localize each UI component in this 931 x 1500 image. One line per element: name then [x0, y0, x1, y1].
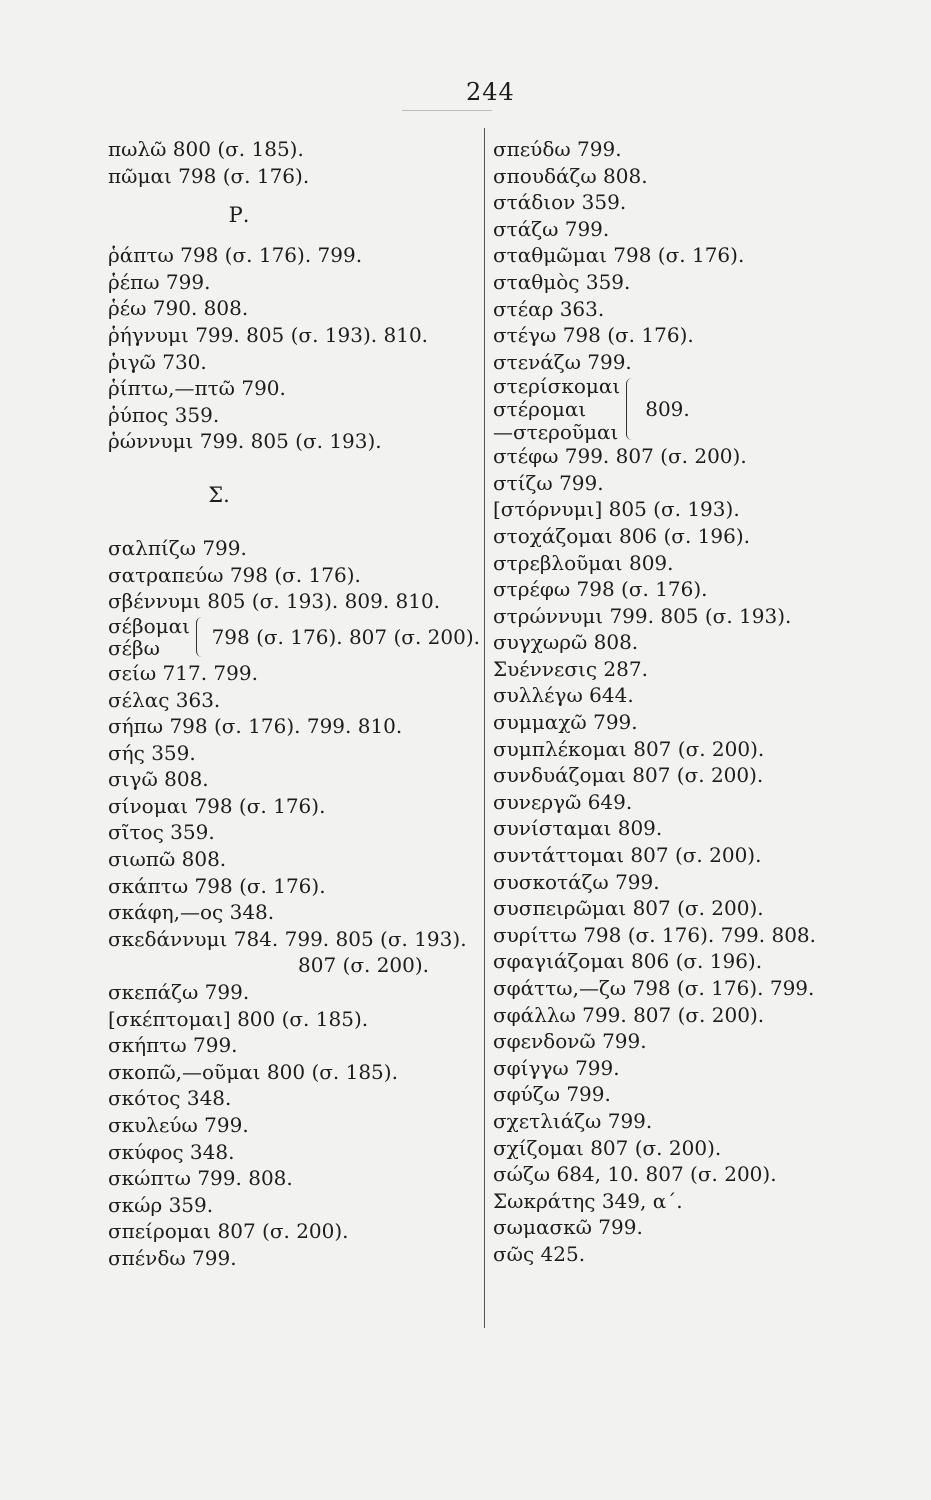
bracketed-entry-group: [108, 615, 480, 660]
index-entry: σπένδω 799.: [108, 1245, 237, 1270]
index-entry: σκώπτω 799. 808.: [108, 1166, 293, 1191]
index-entry: σής 359.: [108, 740, 196, 765]
index-entry: Συέννεσις 287.: [493, 656, 648, 681]
index-entry: σείω 717. 799.: [108, 660, 258, 685]
index-entry: ῥέπω 799.: [108, 269, 211, 294]
index-entry: στοχάζομαι 806 (σ. 196).: [493, 523, 751, 548]
index-entry: σκύφος 348.: [108, 1139, 235, 1164]
index-entry: σφάλλω 799. 807 (σ. 200).: [493, 1002, 765, 1027]
index-entry: στέφω 799. 807 (σ. 200).: [493, 444, 747, 469]
index-entry: πῶμαι 798 (σ. 176).: [108, 163, 310, 188]
bracketed-entry-group: [493, 375, 913, 443]
group-word: στέρομαι: [493, 396, 587, 421]
index-entry: σῶς 425.: [493, 1241, 586, 1266]
index-entry: σέλας 363.: [108, 687, 221, 712]
index-entry: ῥέω 790. 808.: [108, 296, 249, 321]
index-entry: σαλπίζω 799.: [108, 535, 247, 560]
index-entry: συγχωρῶ 808.: [493, 630, 639, 655]
index-entry: στρέφω 798 (σ. 176).: [493, 577, 708, 602]
group-word: στερίσκομαι: [493, 374, 621, 399]
index-entry: σχίζομαι 807 (σ. 200).: [493, 1135, 722, 1160]
index-entry: ῥήγνυμι 799. 805 (σ. 193). 810.: [108, 322, 429, 347]
index-entry: σφαγιάζομαι 806 (σ. 196).: [493, 949, 763, 974]
header-rule: [402, 110, 492, 111]
index-entry: στέγω 798 (σ. 176).: [493, 323, 694, 348]
index-entry: συσπειρῶμαι 807 (σ. 200).: [493, 896, 764, 921]
index-entry: σχετλιάζω 799.: [493, 1108, 653, 1133]
index-entry: Σωκράτης 349, α΄.: [493, 1188, 683, 1213]
index-entry: σφίγγω 799.: [493, 1055, 620, 1080]
index-entry: σατραπεύω 798 (σ. 176).: [108, 562, 361, 587]
index-entry: συντάττομαι 807 (σ. 200).: [493, 843, 762, 868]
section-letter-sigma: Σ.: [208, 482, 230, 507]
group-reference: 809.: [645, 397, 690, 422]
index-entry: ῥώννυμι 799. 805 (σ. 193).: [108, 429, 382, 454]
group-word: σέβομαι: [108, 613, 190, 638]
index-entry: [σκέπτομαι] 800 (σ. 185).: [108, 1006, 369, 1031]
index-entry: ῥιγῶ 730.: [108, 349, 207, 374]
index-entry: σκάφη,—ος 348.: [108, 900, 275, 925]
index-entry: σταθμὸς 359.: [493, 269, 631, 294]
continuation-line: 807 (σ. 200).: [298, 953, 430, 978]
index-entry: σκεπάζω 799.: [108, 980, 250, 1005]
index-entry: σκότος 348.: [108, 1086, 232, 1111]
index-entry: σκοπῶ,—οῦμαι 800 (σ. 185).: [108, 1059, 398, 1084]
index-entry: ῥίπτω,—πτῶ 790.: [108, 376, 286, 401]
index-entry: πωλῶ 800 (σ. 185).: [108, 137, 304, 161]
index-entry: στρεβλοῦμαι 809.: [493, 550, 674, 575]
index-entry: σωμασκῶ 799.: [493, 1215, 643, 1240]
left-column: [108, 136, 480, 1272]
index-entry: σήπω 798 (σ. 176). 799. 810.: [108, 714, 403, 739]
brace-glyph: [626, 378, 641, 440]
index-entry: συσκοτάζω 799.: [493, 869, 660, 894]
index-entry: συνδυάζομαι 807 (σ. 200).: [493, 763, 764, 788]
index-entry: συμπλέκομαι 807 (σ. 200).: [493, 736, 765, 761]
index-entry: στρώννυμι 799. 805 (σ. 193).: [493, 603, 792, 628]
index-entry: σκυλεύω 799.: [108, 1113, 249, 1137]
index-entry: σκήπτω 799.: [108, 1033, 238, 1058]
index-entry: σκεδάννυμι 784. 799. 805 (σ. 193).: [108, 926, 467, 951]
index-entry: σίνομαι 798 (σ. 176).: [108, 793, 326, 818]
index-entry: σβέννυμι 805 (σ. 193). 809. 810.: [108, 589, 441, 614]
index-entry: στάζω 799.: [493, 216, 610, 241]
right-column: [493, 136, 913, 1268]
index-entry: στέαρ 363.: [493, 296, 605, 321]
group-reference: 798 (σ. 176). 807 (σ. 200).: [211, 625, 480, 650]
index-entry: συλλέγω 644.: [493, 683, 634, 708]
index-entry: στίζω 799.: [493, 470, 604, 495]
index-entry: σώζω 684, 10. 807 (σ. 200).: [493, 1162, 777, 1187]
index-entry: στενάζω 799.: [493, 349, 632, 374]
index-entry: σπουδάζω 808.: [493, 163, 648, 188]
index-entry: σιγῶ 808.: [108, 767, 209, 792]
group-word: σέβω: [108, 636, 160, 661]
index-entry: σκώρ 359.: [108, 1192, 214, 1217]
index-entry: σφενδονῶ 799.: [493, 1029, 647, 1054]
index-entry: σφύζω 799.: [493, 1082, 611, 1107]
brace-glyph: [196, 617, 208, 657]
index-entry: σιωπῶ 808.: [108, 847, 227, 872]
section-letter-rho: Ρ.: [228, 203, 250, 228]
index-entry: σφάττω,—ζω 798 (σ. 176). 799.: [493, 976, 815, 1000]
column-divider: [484, 128, 485, 1328]
index-entry: ῥύπος 359.: [108, 402, 220, 427]
index-entry: σκάπτω 798 (σ. 176).: [108, 873, 326, 898]
group-word: —στεροῦμαι: [493, 419, 619, 444]
index-entry: [στόρνυμι] 805 (σ. 193).: [493, 497, 740, 522]
index-entry: συνεργῶ 649.: [493, 789, 633, 814]
index-entry: σπείρομαι 807 (σ. 200).: [108, 1219, 349, 1244]
index-entry: συρίττω 798 (σ. 176). 799. 808.: [493, 922, 817, 947]
index-entry: συνίσταμαι 809.: [493, 816, 663, 841]
index-entry: σταθμῶμαι 798 (σ. 176).: [493, 243, 745, 268]
index-entry: ῥάπτω 798 (σ. 176). 799.: [108, 243, 363, 268]
index-entry: στάδιον 359.: [493, 190, 627, 215]
index-entry: σπεύδω 799.: [493, 137, 622, 161]
page-number: 244: [466, 78, 515, 106]
index-entry: σῖτος 359.: [108, 820, 215, 845]
index-entry: συμμαχῶ 799.: [493, 710, 638, 735]
